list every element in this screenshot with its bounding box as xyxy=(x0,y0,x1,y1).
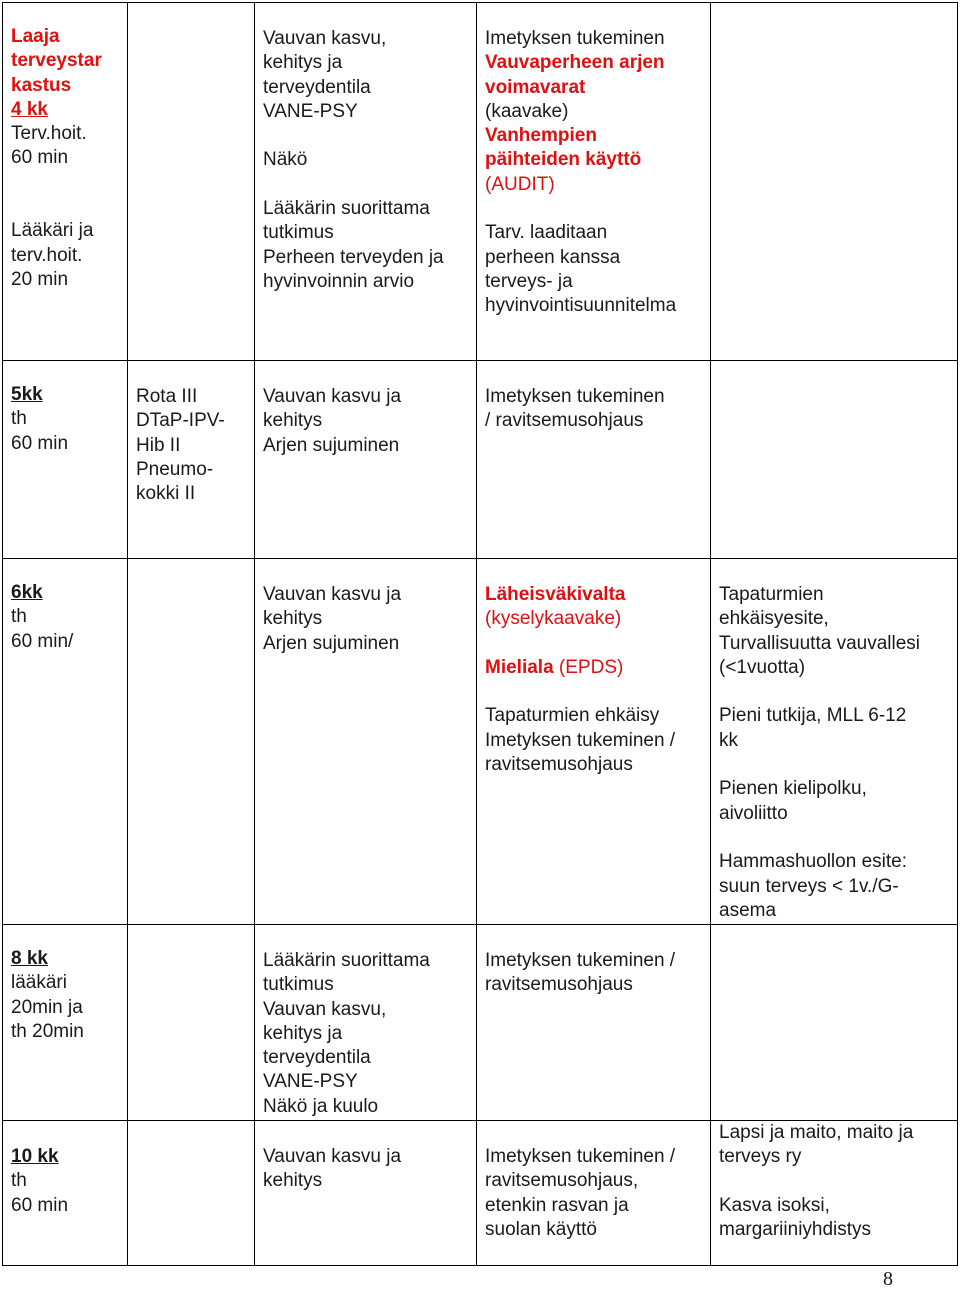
cell-line xyxy=(485,148,702,172)
cell-text: Lapsi ja maito, maito ja xyxy=(719,1122,914,1143)
vaccination-cell xyxy=(128,361,255,559)
visit-cell xyxy=(3,559,128,925)
cell-line xyxy=(263,434,468,458)
health-check-cell xyxy=(255,559,477,925)
cell-text: ravitsemusohjaus, xyxy=(485,1170,639,1192)
cell-text: VANE-PSY xyxy=(263,1071,358,1093)
cell-line xyxy=(263,998,468,1022)
cell-line xyxy=(11,244,119,268)
cell-text: ravitsemusohjaus xyxy=(485,754,633,776)
cell-text: Pieni tutkija, MLL 6-12 xyxy=(719,705,907,727)
cell-text: 60 min/ xyxy=(11,630,74,652)
cell-text: Tapaturmien ehkäisy xyxy=(485,705,660,727)
line-gap xyxy=(719,753,949,777)
cell-text: tutkimus xyxy=(263,222,334,244)
cell-text: Vanhempien xyxy=(485,125,597,147)
cell-line xyxy=(485,1169,702,1193)
table-row xyxy=(3,1121,958,1266)
line-gap xyxy=(485,632,702,656)
cell-text: (kaavake) xyxy=(485,100,569,122)
cell-line xyxy=(485,583,702,607)
cell-line xyxy=(263,246,468,270)
cell-text: Imetyksen tukeminen / xyxy=(485,950,676,971)
cell-line xyxy=(11,1020,119,1044)
cell-text: margariiniyhdistys xyxy=(719,1219,872,1241)
cell-text: Tarv. laaditaan xyxy=(485,222,608,244)
visit-cell xyxy=(3,925,128,1121)
health-check-cell xyxy=(255,3,477,361)
cell-line xyxy=(719,777,949,801)
line-gap xyxy=(719,826,949,850)
cell-line xyxy=(11,383,119,407)
cell-text: th xyxy=(11,408,27,430)
cell-line xyxy=(719,1194,949,1218)
vaccination-cell xyxy=(128,559,255,925)
cell-text: VANE-PSY xyxy=(263,100,358,122)
cell-text: Vauvan kasvu, xyxy=(263,28,387,49)
visit-cell xyxy=(3,3,128,361)
cell-text: terveys ry xyxy=(719,1146,802,1168)
cell-text: (AUDIT) xyxy=(485,173,555,195)
cell-line xyxy=(263,409,468,433)
cell-text: 20min ja xyxy=(11,996,83,1018)
cell-text: suun terveys < 1v./G- xyxy=(719,875,899,897)
cell-line xyxy=(485,221,702,245)
cell-line xyxy=(136,482,246,506)
table-row xyxy=(3,559,958,925)
cell-line xyxy=(719,1121,949,1145)
line-gap xyxy=(263,124,468,148)
cell-text: terveydentila xyxy=(263,1047,371,1069)
vaccination-cell xyxy=(128,3,255,361)
cell-line xyxy=(263,221,468,245)
cell-line xyxy=(263,583,468,607)
cell-line xyxy=(485,124,702,148)
cell-line xyxy=(136,385,246,409)
cell-line xyxy=(263,76,468,100)
cell-text: Näkö xyxy=(263,149,308,171)
cell-text: Terv.hoit. xyxy=(11,123,87,145)
cell-text: Mieliala xyxy=(485,656,554,678)
cell-line xyxy=(485,973,702,997)
cell-text: hyvinvoinnin arvio xyxy=(263,270,415,292)
cell-line xyxy=(263,385,468,409)
cell-line xyxy=(485,51,702,75)
cell-line xyxy=(485,294,702,318)
cell-text: Vauvaperheen arjen xyxy=(485,52,665,74)
health-check-cell xyxy=(255,1121,477,1266)
cell-line xyxy=(485,409,702,433)
cell-text: Imetyksen tukeminen / xyxy=(485,729,676,751)
cell-text: th 20min xyxy=(11,1020,84,1042)
cell-text: Imetyksen tukeminen xyxy=(485,28,665,49)
guidance-cell xyxy=(477,925,711,1121)
cell-text: Vauvan kasvu ja xyxy=(263,1146,402,1167)
cell-line xyxy=(485,729,702,753)
materials-cell xyxy=(711,3,958,361)
cell-line xyxy=(719,802,949,826)
cell-line xyxy=(719,1145,949,1169)
cell-line xyxy=(11,581,119,605)
cell-line xyxy=(263,1169,468,1193)
cell-text: 60 min xyxy=(11,1194,69,1216)
cell-line xyxy=(263,1145,468,1169)
health-check-cell xyxy=(255,361,477,559)
cell-line xyxy=(719,729,949,753)
table-row xyxy=(3,3,958,361)
vaccination-cell xyxy=(128,925,255,1121)
cell-text: Tapaturmien xyxy=(719,584,824,605)
cell-text: th xyxy=(11,606,27,628)
cell-text: voimavarat xyxy=(485,76,586,98)
cell-text: Lääkärin suorittama xyxy=(263,950,430,971)
cell-text: Turvallisuutta vauvallesi xyxy=(719,632,920,654)
visit-cell xyxy=(3,361,128,559)
cell-text: kehitys ja xyxy=(263,52,343,74)
materials-cell xyxy=(711,559,958,925)
cell-line xyxy=(11,74,119,98)
line-gap xyxy=(263,173,468,197)
cell-text: Läheisväkivalta xyxy=(485,584,626,605)
cell-line xyxy=(263,51,468,75)
cell-text: lääkäri xyxy=(11,972,67,994)
cell-text: 60 min xyxy=(11,147,69,169)
line-gap xyxy=(719,680,949,704)
cell-text: etenkin rasvan ja xyxy=(485,1194,629,1216)
cell-line xyxy=(485,1218,702,1242)
cell-line xyxy=(485,100,702,124)
cell-line xyxy=(485,27,702,51)
table-row xyxy=(3,361,958,559)
cell-line xyxy=(719,704,949,728)
cell-line xyxy=(11,146,119,170)
cell-text: Pneumo- xyxy=(136,458,214,480)
health-check-cell xyxy=(255,925,477,1121)
cell-text: kehitys xyxy=(263,608,323,630)
cell-text: terveydentila xyxy=(263,76,371,98)
cell-line xyxy=(719,899,949,923)
visit-cell xyxy=(3,1121,128,1266)
cell-text: perheen kanssa xyxy=(485,246,621,268)
cell-text: Rota III xyxy=(136,386,198,407)
cell-line xyxy=(485,656,702,680)
cell-line xyxy=(263,1095,468,1119)
cell-line xyxy=(11,219,119,243)
cell-line xyxy=(136,458,246,482)
cell-line xyxy=(263,1022,468,1046)
cell-text: Imetyksen tukeminen / xyxy=(485,1146,676,1167)
cell-text: asema xyxy=(719,899,777,921)
cell-line xyxy=(11,1169,119,1193)
cell-line xyxy=(485,76,702,100)
cell-line xyxy=(11,25,119,49)
guidance-cell xyxy=(477,3,711,361)
cell-line xyxy=(11,605,119,629)
cell-line xyxy=(263,973,468,997)
cell-text: Hammashuollon esite: xyxy=(719,851,907,873)
cell-line xyxy=(719,583,949,607)
cell-line xyxy=(11,630,119,654)
cell-line xyxy=(263,197,468,221)
cell-line xyxy=(263,27,468,51)
cell-text: 8 kk xyxy=(11,948,48,969)
cell-text: suolan käyttö xyxy=(485,1218,597,1240)
line-gap xyxy=(485,197,702,221)
cell-text: terv.hoit. xyxy=(11,244,83,266)
cell-text: 10 kk xyxy=(11,1146,59,1167)
cell-line xyxy=(719,632,949,656)
cell-line xyxy=(11,122,119,146)
cell-text: ehkäisyesite, xyxy=(719,608,829,630)
cell-text: 6kk xyxy=(11,582,43,603)
line-gap xyxy=(719,1170,949,1194)
cell-text: 60 min xyxy=(11,432,69,454)
cell-text: Lääkärin suorittama xyxy=(263,198,430,220)
cell-text: Imetyksen tukeminen xyxy=(485,386,665,407)
cell-text: Vauvan kasvu ja xyxy=(263,584,402,605)
cell-text: kehitys xyxy=(263,410,323,432)
cell-text: 20 min xyxy=(11,268,69,290)
cell-line xyxy=(485,246,702,270)
cell-line xyxy=(136,409,246,433)
cell-line xyxy=(11,98,119,122)
cell-text: kk xyxy=(719,729,738,751)
cell-text: Arjen sujuminen xyxy=(263,434,400,456)
cell-text: (kyselykaavake) xyxy=(485,608,622,630)
cell-text: kehitys ja xyxy=(263,1022,343,1044)
cell-line xyxy=(485,607,702,631)
cell-text: Vauvan kasvu ja xyxy=(263,386,402,407)
cell-text: DTaP-IPV- xyxy=(136,410,225,432)
cell-line xyxy=(11,996,119,1020)
cell-text: Laaja xyxy=(11,26,60,47)
cell-line xyxy=(263,1046,468,1070)
cell-line xyxy=(719,607,949,631)
cell-text: kehitys xyxy=(263,1170,323,1192)
cell-text: (<1vuotta) xyxy=(719,656,806,678)
cell-line xyxy=(263,607,468,631)
cell-line xyxy=(11,1145,119,1169)
cell-text: Pienen kielipolku, xyxy=(719,778,867,800)
cell-line xyxy=(485,173,702,197)
cell-text: Näkö ja kuulo xyxy=(263,1095,379,1117)
cell-line xyxy=(719,656,949,680)
cell-text: Kasva isoksi, xyxy=(719,1194,830,1216)
cell-text: Perheen terveyden ja xyxy=(263,246,444,268)
cell-line xyxy=(11,1194,119,1218)
cell-line xyxy=(263,949,468,973)
cell-line xyxy=(11,432,119,456)
cell-line xyxy=(719,850,949,874)
cell-text: terveys- ja xyxy=(485,270,573,292)
page-number: 8 xyxy=(883,1268,893,1290)
guidance-cell xyxy=(477,1121,711,1266)
cell-line xyxy=(719,875,949,899)
cell-text: Arjen sujuminen xyxy=(263,632,400,654)
cell-line xyxy=(263,148,468,172)
materials-cell xyxy=(711,361,958,559)
cell-line xyxy=(263,270,468,294)
cell-text: päihteiden käyttö xyxy=(485,149,642,171)
cell-text: th xyxy=(11,1170,27,1192)
cell-text: kokki II xyxy=(136,483,196,505)
cell-line xyxy=(11,268,119,292)
cell-text: kastus xyxy=(11,74,72,96)
cell-line xyxy=(11,947,119,971)
cell-line xyxy=(263,1070,468,1094)
materials-cell xyxy=(711,925,958,1121)
cell-text: hyvinvointisuunnitelma xyxy=(485,295,677,317)
cell-text: 5kk xyxy=(11,384,43,405)
cell-text: / ravitsemusohjaus xyxy=(485,410,644,432)
cell-text: aivoliitto xyxy=(719,802,788,824)
line-gap xyxy=(485,680,702,704)
cell-line xyxy=(485,1194,702,1218)
cell-line xyxy=(485,1145,702,1169)
cell-line xyxy=(11,971,119,995)
cell-line xyxy=(485,704,702,728)
cell-text: 4 kk xyxy=(11,98,48,120)
cell-text: terveystar xyxy=(11,50,102,72)
vaccination-cell xyxy=(128,1121,255,1266)
cell-line xyxy=(485,949,702,973)
cell-line xyxy=(485,385,702,409)
table-row xyxy=(3,925,958,1121)
cell-text: tutkimus xyxy=(263,974,334,996)
cell-text-tail: (EPDS) xyxy=(553,656,624,678)
schedule-table xyxy=(2,2,958,1266)
cell-line xyxy=(136,434,246,458)
cell-text: Vauvan kasvu, xyxy=(263,998,387,1020)
cell-text: Lääkäri ja xyxy=(11,220,94,242)
cell-line xyxy=(263,632,468,656)
guidance-cell xyxy=(477,361,711,559)
line-gap xyxy=(11,171,119,195)
cell-text: Hib II xyxy=(136,434,181,456)
materials-cell xyxy=(711,1121,958,1266)
cell-text: ravitsemusohjaus xyxy=(485,974,633,996)
cell-line xyxy=(485,753,702,777)
cell-line xyxy=(11,49,119,73)
guidance-cell xyxy=(477,559,711,925)
cell-line xyxy=(11,407,119,431)
cell-line xyxy=(719,1218,949,1242)
cell-line xyxy=(263,100,468,124)
line-gap xyxy=(11,195,119,219)
cell-line xyxy=(485,270,702,294)
